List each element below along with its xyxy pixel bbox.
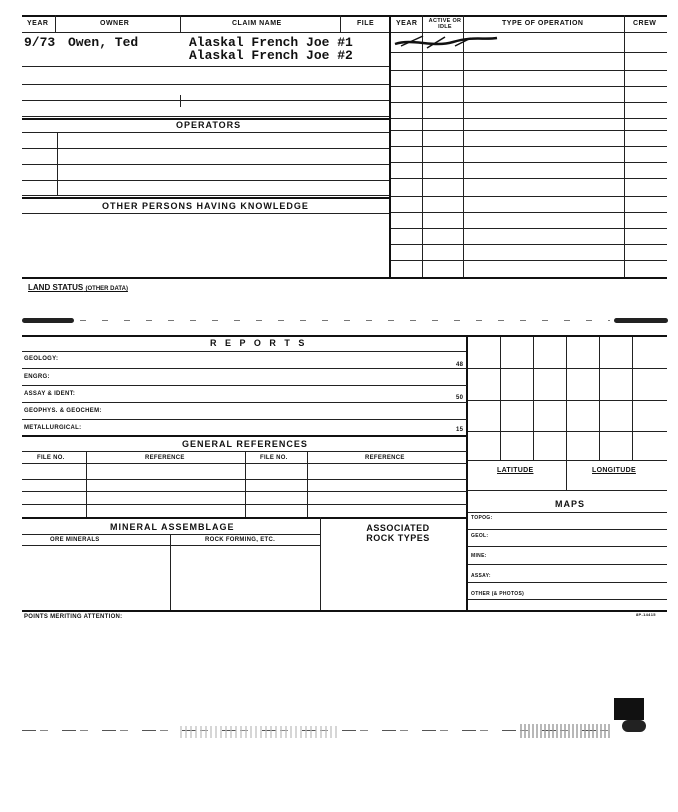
- maps-rule: [468, 564, 667, 565]
- right-row-rule: [391, 212, 667, 213]
- maps-rule: [468, 529, 667, 530]
- owner-tick: [180, 95, 181, 107]
- form-code: 8P-14415: [636, 612, 656, 617]
- claim-name-2: Alaskal French Joe #2: [189, 48, 353, 63]
- report-number-48: 48: [456, 362, 464, 368]
- report-row-metallurgical: METALLURGICAL:: [24, 425, 82, 431]
- row-rule: [22, 84, 389, 85]
- report-number-15: 15: [456, 427, 464, 433]
- reports-right-divider: [466, 335, 468, 611]
- references-col-file-no-2: FILE NO.: [260, 455, 288, 461]
- row-rule: [22, 66, 389, 67]
- right-row-rule: [391, 130, 667, 131]
- maps-rule: [468, 582, 667, 583]
- header-type-of-operation: TYPE OF OPERATION: [502, 20, 584, 27]
- operators-rule: [22, 132, 389, 133]
- maps-heading: MAPS: [555, 499, 586, 509]
- reports-rule: [22, 419, 467, 420]
- scan-smudge: [22, 318, 74, 323]
- reports-rule: [22, 402, 467, 403]
- land-status-label: LAND STATUS: [28, 283, 84, 292]
- land-status-subtitle: (OTHER DATA): [85, 286, 128, 292]
- header-divider: [340, 15, 341, 32]
- right-row-rule: [391, 118, 667, 119]
- points-meriting-attention: POINTS MERITING ATTENTION:: [24, 614, 123, 620]
- right-row-rule: [391, 196, 667, 197]
- maps-rule: [468, 546, 667, 547]
- associated-rock-types-heading: ASSOCIATED ROCK TYPES: [366, 523, 430, 543]
- references-col-file-no: FILE NO.: [37, 455, 65, 461]
- references-col-divider: [86, 451, 87, 517]
- land-status-heading: [28, 283, 128, 292]
- row-rule: [22, 116, 389, 117]
- grid-col: [599, 337, 600, 460]
- references-rule: [22, 491, 467, 492]
- header-owner: OWNER: [100, 20, 130, 27]
- grid-row: [468, 460, 667, 461]
- reports-bottom-rule: [22, 435, 467, 437]
- operators-rule: [22, 164, 389, 165]
- operators-heading: OPERATORS: [176, 120, 242, 130]
- other-persons-top-rule: [22, 197, 389, 199]
- maps-row-assay: ASSAY:: [471, 573, 491, 579]
- grid-row: [468, 431, 667, 432]
- scan-dotted-line: [80, 320, 610, 321]
- scan-noise: [180, 726, 340, 738]
- grid-row: [468, 368, 667, 369]
- upper-block-bottom: [22, 277, 667, 279]
- report-number-50: 50: [456, 395, 464, 401]
- maps-rule: [468, 599, 667, 600]
- maps-row-other: OTHER (& PHOTOS): [471, 591, 525, 597]
- maps-row-topog: TOPOG:: [471, 515, 493, 521]
- report-row-assay: ASSAY & IDENT:: [24, 391, 76, 397]
- scribble-mark: [393, 34, 503, 50]
- reports-rule: [22, 368, 467, 369]
- mineral-assemblage-heading: MINERAL ASSEMBLAGE: [110, 522, 235, 532]
- maps-row-mine: MINE:: [471, 553, 487, 559]
- entry-owner: Owen, Ted: [68, 35, 139, 50]
- header-crew: CREW: [633, 20, 657, 27]
- ore-minerals-label: ORE MINERALS: [50, 537, 100, 543]
- top-border: [22, 15, 667, 17]
- right-row-rule: [391, 70, 667, 71]
- latitude-label: LATITUDE: [497, 467, 534, 474]
- header-year: YEAR: [27, 20, 49, 27]
- right-row-rule: [391, 162, 667, 163]
- references-col-divider: [245, 451, 246, 517]
- claim-name-1: Alaskal French Joe #1: [189, 35, 353, 50]
- right-row-rule: [391, 260, 667, 261]
- header-year-right: YEAR: [396, 20, 418, 27]
- operators-rule: [22, 180, 389, 181]
- entry-year: 9/73: [24, 35, 56, 50]
- references-rule: [22, 504, 467, 505]
- references-col-reference: REFERENCE: [145, 455, 185, 461]
- report-row-engrg: ENGRG:: [24, 374, 50, 380]
- right-row-rule: [391, 178, 667, 179]
- grid-col: [566, 337, 567, 490]
- maps-row-geol: GEOL:: [471, 533, 489, 539]
- scan-dark-block: [614, 698, 644, 720]
- mineral-right-divider: [320, 517, 321, 611]
- grid-col: [500, 337, 501, 460]
- references-rule: [22, 463, 467, 464]
- maps-rule: [468, 512, 667, 513]
- grid-col: [533, 337, 534, 460]
- reports-top-border: [22, 335, 667, 337]
- coords-bottom-rule: [468, 490, 667, 491]
- reports-rule: [22, 385, 467, 386]
- lower-block-bottom: [22, 610, 667, 612]
- right-row-rule: [391, 52, 667, 53]
- longitude-label: LONGITUDE: [592, 467, 636, 474]
- right-row-rule: [391, 244, 667, 245]
- right-row-rule: [391, 86, 667, 87]
- header-divider: [180, 15, 181, 32]
- scan-smudge: [614, 318, 668, 323]
- other-persons-heading: OTHER PERSONS HAVING KNOWLEDGE: [102, 201, 309, 211]
- header-claim-name: CLAIM NAME: [232, 20, 282, 27]
- reports-rule: [22, 351, 467, 352]
- references-col-reference-2: REFERENCE: [365, 455, 405, 461]
- row-rule: [22, 100, 389, 101]
- references-bottom-rule: [22, 517, 467, 519]
- mineral-rule: [22, 545, 320, 546]
- scan-dark-block: [622, 720, 646, 732]
- report-row-geophys: GEOPHYS. & GEOCHEM:: [24, 408, 102, 414]
- right-row-rule: [391, 146, 667, 147]
- header-active-or-idle: ACTIVE OR IDLE: [428, 18, 462, 30]
- header-bottom-rule: [22, 32, 667, 33]
- rock-forming-label: ROCK FORMING, ETC.: [205, 537, 276, 543]
- mineral-rule: [22, 534, 320, 535]
- grid-row: [468, 400, 667, 401]
- right-row-rule: [391, 228, 667, 229]
- header-divider: [55, 15, 56, 32]
- references-rule: [22, 479, 467, 480]
- operators-rule: [22, 148, 389, 149]
- header-file: FILE: [357, 20, 375, 27]
- grid-col: [632, 337, 633, 460]
- scan-noise: [520, 724, 610, 738]
- right-row-rule: [391, 102, 667, 103]
- report-row-geology: GEOLOGY:: [24, 356, 59, 362]
- general-references-heading: GENERAL REFERENCES: [182, 439, 308, 449]
- operators-rule: [22, 195, 389, 196]
- other-persons-rule: [22, 213, 389, 214]
- references-col-divider: [307, 451, 308, 517]
- reports-heading: R E P O R T S: [210, 338, 308, 348]
